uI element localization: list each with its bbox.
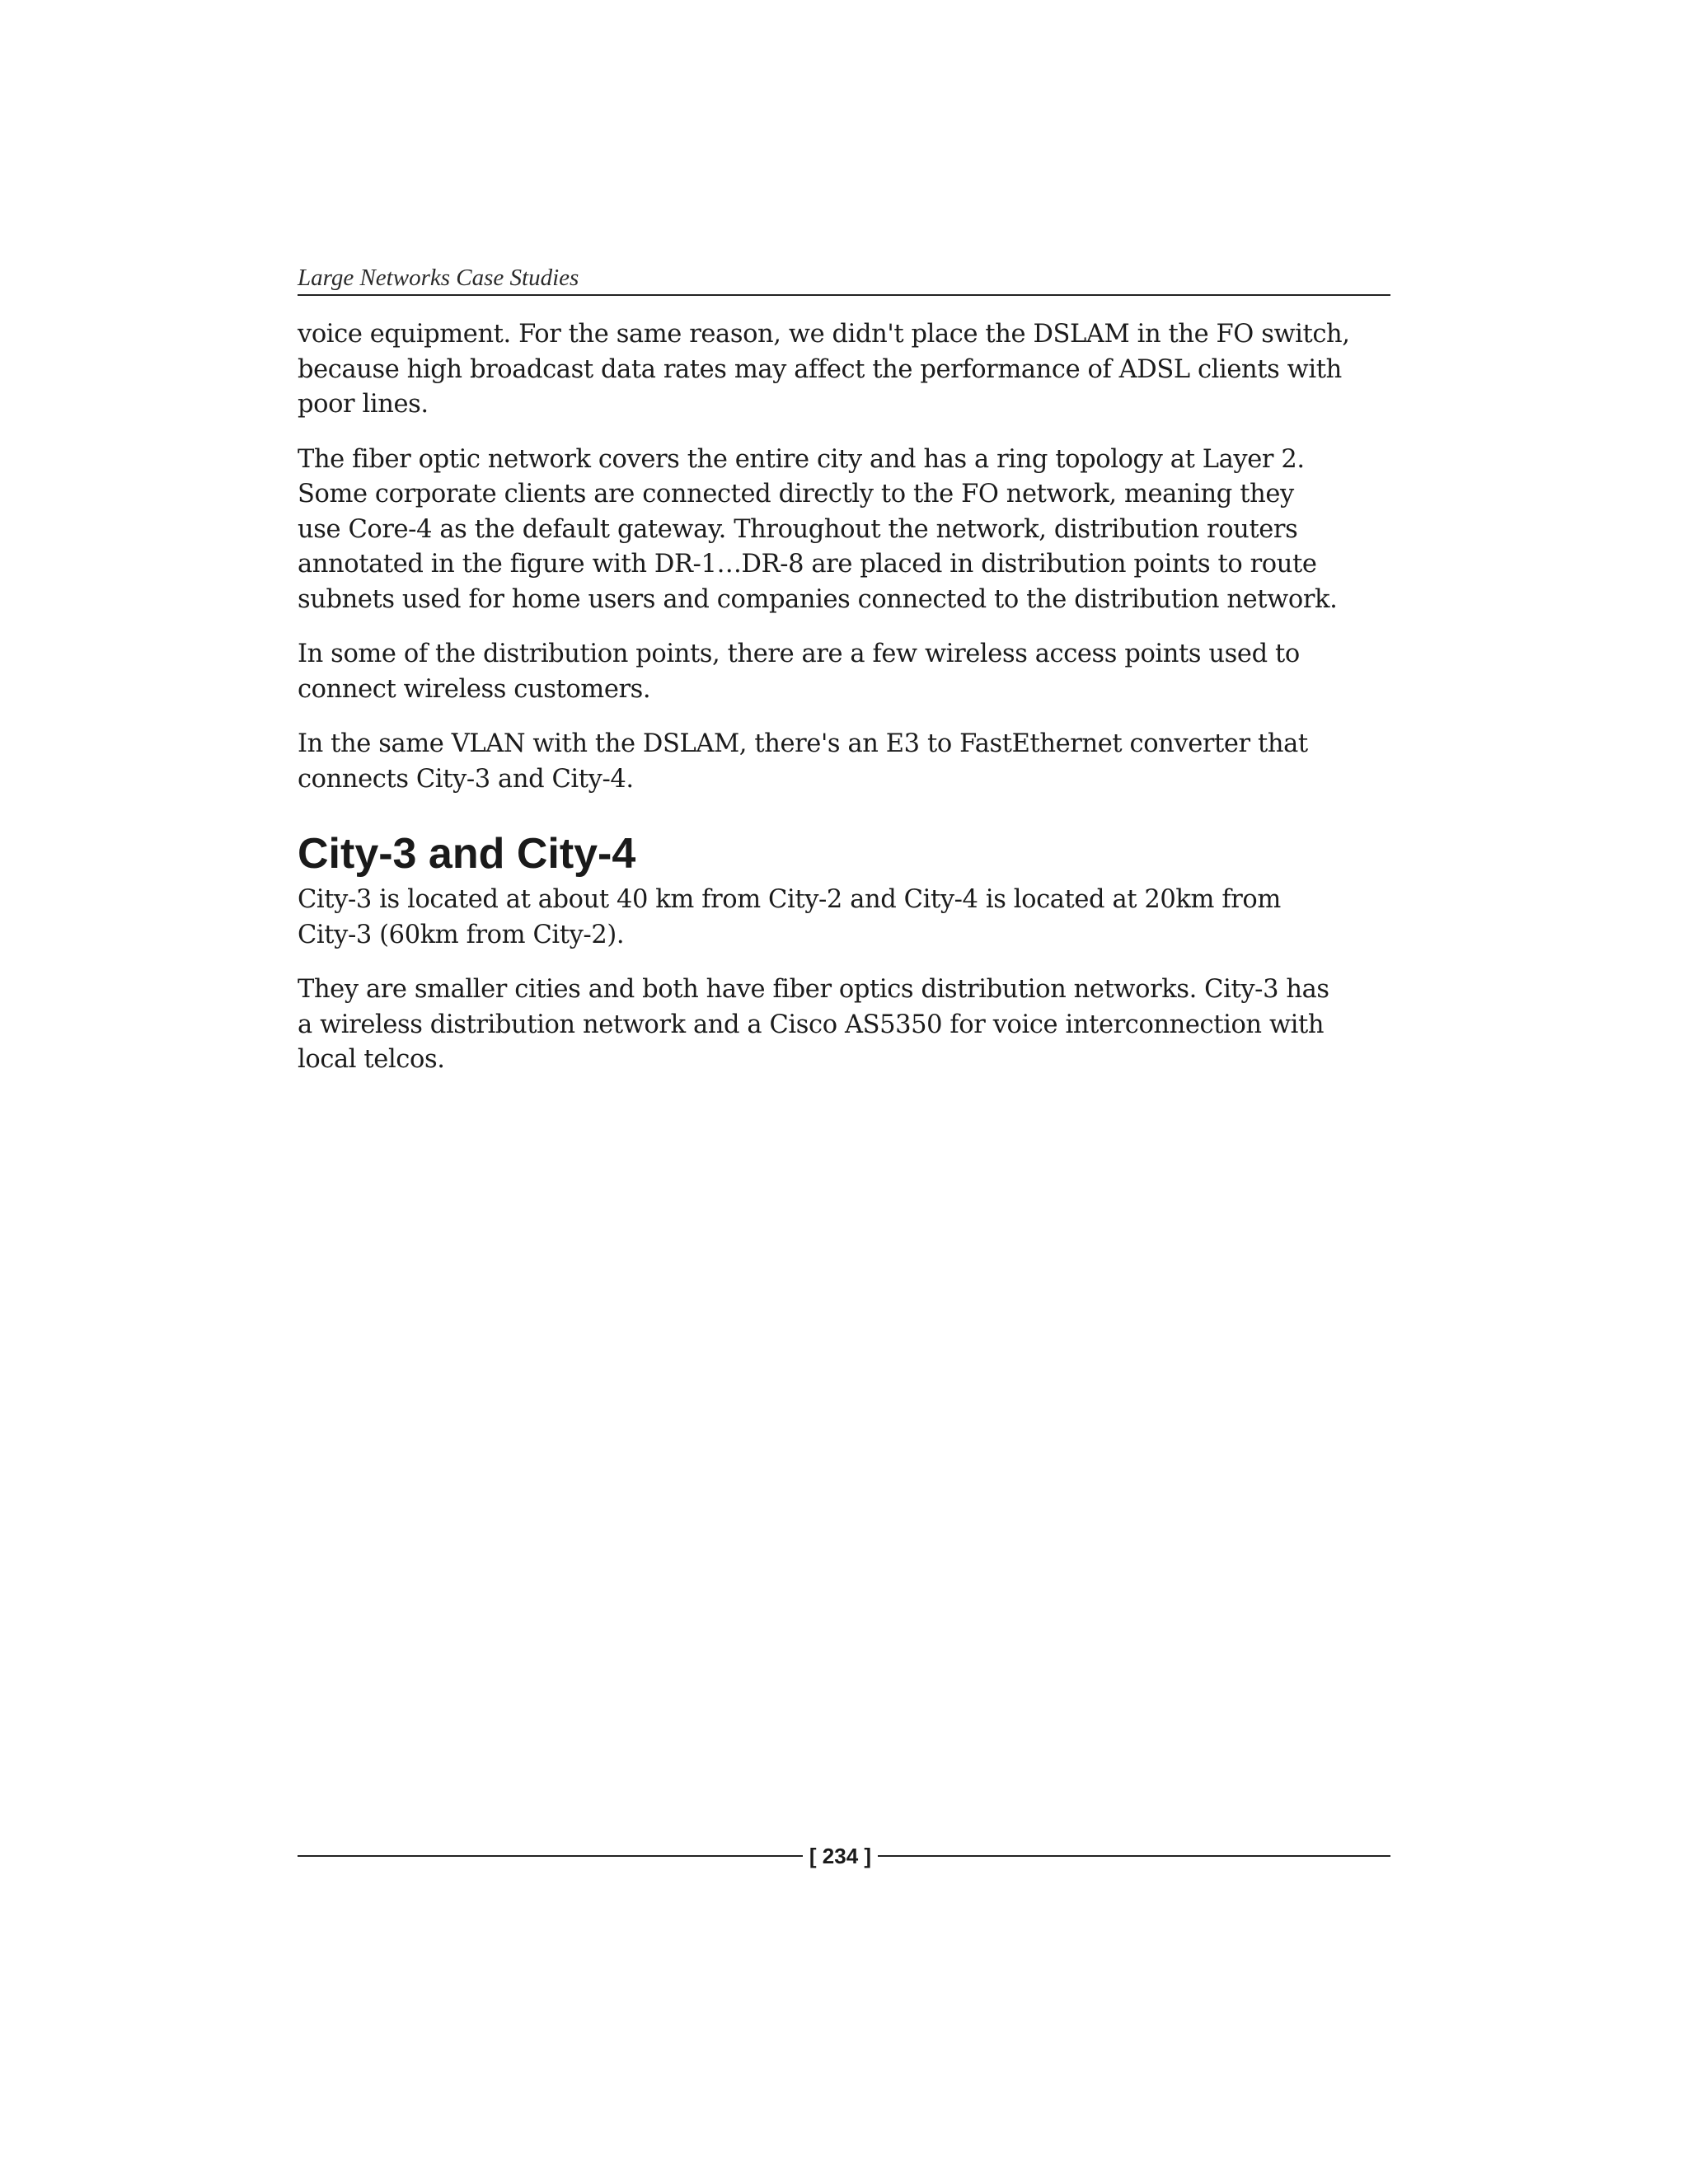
body-paragraph: City-3 is located at about 40 km from City-2 and City-4 is located at 20km from City-3 (60km from City-2). [298, 885, 1281, 949]
body-paragraph: The fiber optic network covers the entire city and has a ring topology at Layer 2. Some corporate clients are connected directly to the FO network, meaning they use Core-4 as the default gateway. Throughout the network, distribution routers annotated in the figure with DR-1…DR-8 are placed in distribution points to route subnets used for home users and companies connected to the distribution network. [298, 444, 1338, 614]
page-number: [ 234 ] [809, 1844, 872, 1868]
running-header [298, 261, 1390, 296]
running-title: Large Networks Case Studies [298, 265, 579, 291]
body-paragraph: In the same VLAN with the DSLAM, there's an E3 to FastEthernet converter that connects City-3 and City-4. [298, 729, 1308, 794]
body-paragraph: In some of the distribution points, there are a few wireless access points used to connect wireless customers. [298, 640, 1300, 704]
body-paragraph: They are smaller cities and both have fiber optics distribution networks. City-3 has a wireless distribution network and a Cisco AS5350 for voice interconnection with local telcos. [298, 975, 1329, 1074]
page-body [298, 317, 1390, 1098]
body-paragraph: voice equipment. For the same reason, we didn't place the DSLAM in the FO switch, because high broadcast data rates may affect the performance of ADSL clients with poor lines. [298, 320, 1350, 419]
section-heading: City-3 and City-4 [298, 830, 636, 878]
page-footer [298, 1840, 1390, 1872]
footer-rule-left [298, 1855, 803, 1857]
footer-rule-right [878, 1855, 1390, 1857]
